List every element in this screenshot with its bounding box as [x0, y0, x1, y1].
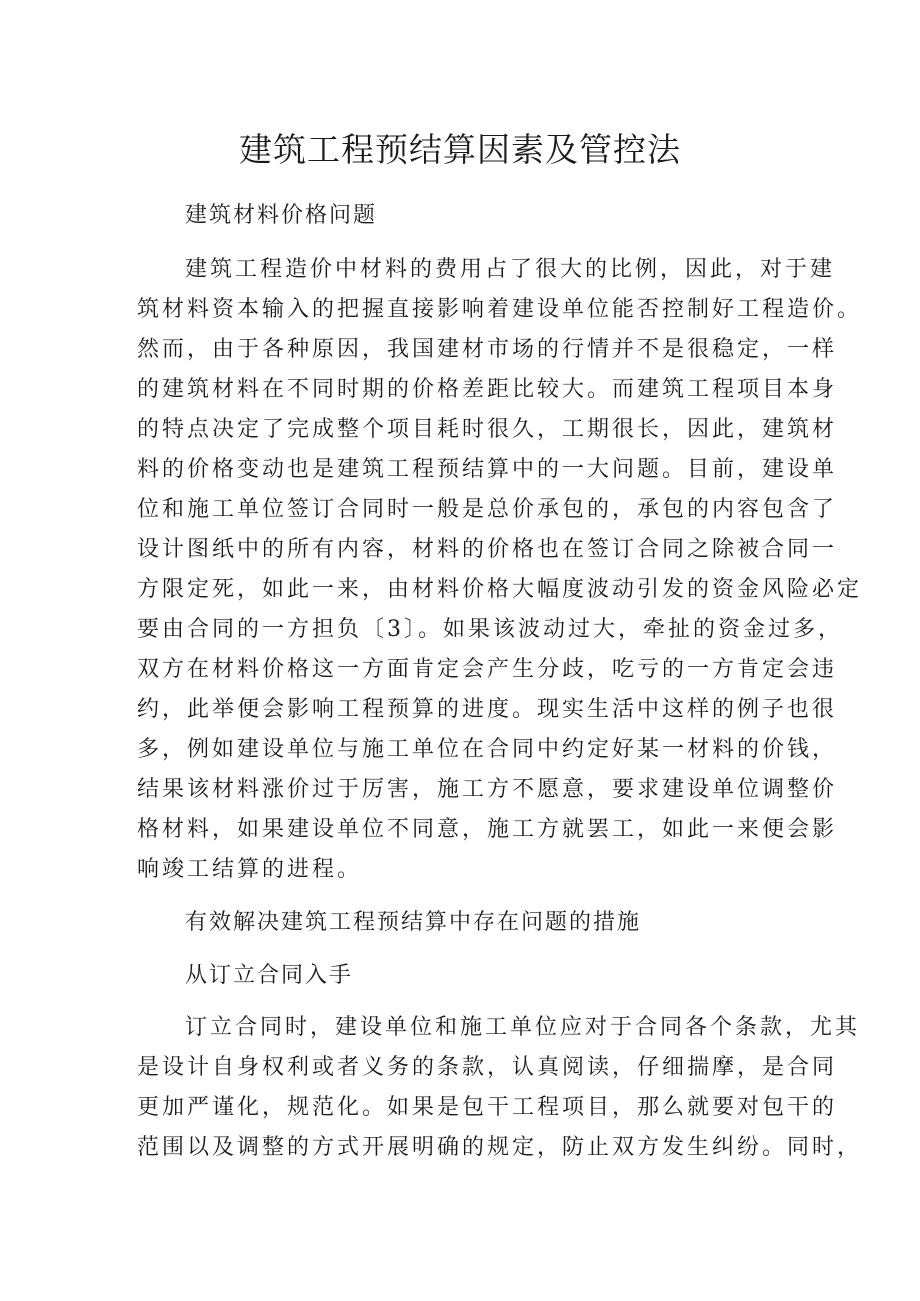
paragraph-line: 方限定死，如此一来，由材料价格大幅度波动引发的资金风险必定: [137, 577, 863, 602]
section-heading-measures: 有效解决建筑工程预结算中存在问题的措施: [185, 910, 642, 935]
paragraph-contract: [137, 1008, 863, 1168]
paragraph-line: 订立合同时，建设单位和施工单位应对于合同各个条款，尤其: [185, 1015, 861, 1040]
paragraph-line: 响竣工结算的进程。: [137, 857, 363, 882]
paragraph-line: 约，此举便会影响工程预算的进度。现实生活中这样的例子也很: [137, 697, 838, 722]
paragraph-line: 是设计自身权利或者义务的条款，认真阅读，仔细揣摩，是合同: [137, 1055, 838, 1080]
subsection-heading-contract: 从订立合同入手: [185, 963, 354, 988]
paragraph-line: 更加严谨化，规范化。如果是包干工程项目，那么就要对包干的: [137, 1095, 838, 1120]
paragraph-line: 结果该材料涨价过于厉害，施工方不愿意，要求建设单位调整价: [137, 777, 838, 802]
paragraph-line: 要由合同的一方担负〔3〕。如果该波动过大，牵扯的资金过多，: [137, 617, 843, 642]
paragraph-line: 的特点决定了完成整个项目耗时很久，工期很长，因此，建筑材: [137, 417, 838, 442]
section-heading-material-price: 建筑材料价格问题: [185, 203, 378, 228]
paragraph-line: 料的价格变动也是建筑工程预结算中的一大问题。目前，建设单: [137, 457, 838, 482]
paragraph-line: 然而，由于各种原因，我国建材市场的行情并不是很稳定，一样: [137, 337, 838, 362]
paragraph-line: 位和施工单位签订合同时一般是总价承包的，承包的内容包含了: [137, 497, 838, 522]
paragraph-material-price: [137, 250, 863, 890]
paragraph-line: 双方在材料价格这一方面肯定会产生分歧，吃亏的一方肯定会违: [137, 657, 838, 682]
paragraph-line: 的建筑材料在不同时期的价格差距比较大。而建筑工程项目本身: [137, 377, 838, 402]
paragraph-line: 格材料，如果建设单位不同意，施工方就罢工，如此一来便会影: [137, 817, 838, 842]
paragraph-line: 设计图纸中的所有内容，材料的价格也在签订合同之除被合同一: [137, 537, 838, 562]
paragraph-line: 筑材料资本输入的把握直接影响着建设单位能否控制好工程造价。: [137, 297, 863, 322]
paragraph-line: 建筑工程造价中材料的费用占了很大的比例，因此，对于建: [185, 257, 836, 282]
paragraph-line: 多，例如建设单位与施工单位在合同中约定好某一材料的价钱，: [137, 737, 838, 762]
document-title: 建筑工程预结算因素及管控法: [239, 130, 681, 169]
paragraph-line: 范围以及调整的方式开展明确的规定，防止双方发生纠纷。同时，: [137, 1135, 863, 1160]
